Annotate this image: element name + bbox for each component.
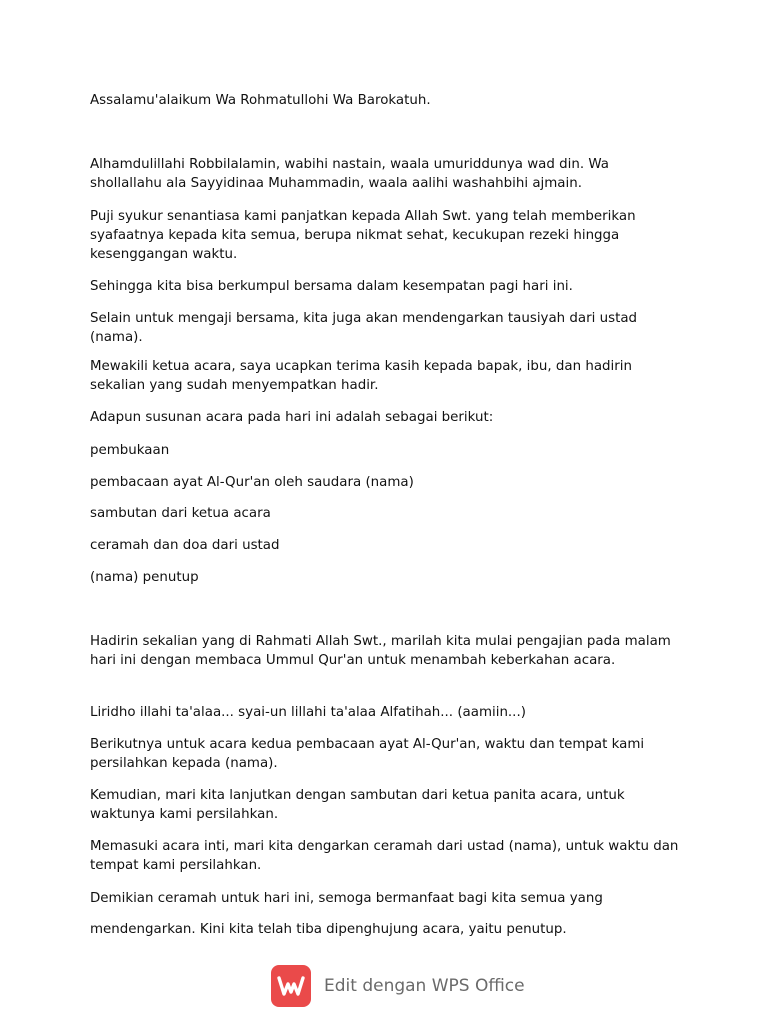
opening-invitation-paragraph: Hadirin sekalian yang di Rahmati Allah Swt., marilah kita mulai pengajian pada malam hari ini dengan membaca Ummul Qur'an untuk menambah keberkahan acara. (90, 634, 671, 668)
gathering-paragraph: Sehingga kita bisa berkumpul bersama dalam kesempatan pagi hari ini. (90, 279, 573, 294)
closing-paragraph: Demikian ceramah untuk hari ini, semoga bermanfaat bagi kita semua yang (90, 891, 603, 906)
agenda-item: ceramah dan doa dari ustad (90, 538, 280, 553)
agenda-item: (nama) penutup (90, 570, 199, 585)
thanks-paragraph: Mewakili ketua acara, saya ucapkan terima kasih kepada bapak, ibu, dan hadirin sekalian yang sudah menyempatkan hadir. (90, 359, 632, 393)
wps-office-logo-icon (271, 965, 311, 1007)
greeting-paragraph: Assalamu'alaikum Wa Rohmatullohi Wa Barokatuh. (90, 93, 431, 108)
agenda-item: pembacaan ayat Al-Qur'an oleh saudara (nama) (90, 475, 414, 490)
opening-prayer-paragraph: Alhamdulillahi Robbilalamin, wabihi nastain, waala umuriddunya wad din. Wa shollallahu ala Sayyidinaa Muhammadin, waala aalihi washahbihi ajmain. (90, 157, 609, 191)
edit-with-wps-label: Edit dengan WPS Office (324, 976, 525, 996)
agenda-item: pembukaan (90, 443, 170, 458)
edit-with-wps-banner[interactable] (271, 964, 525, 1008)
chair-speech-paragraph: Kemudian, mari kita lanjutkan dengan sambutan dari ketua panita acara, untuk waktunya kami persilahkan. (90, 788, 625, 822)
main-lecture-paragraph: Memasuki acara inti, mari kita dengarkan ceramah dari ustad (nama), untuk waktu dan tempat kami persilahkan. (90, 839, 679, 873)
alfatihah-paragraph: Liridho illahi ta'alaa... syai-un lillahi ta'alaa Alfatihah... (aamiin...) (90, 705, 526, 720)
agenda-item: sambutan dari ketua acara (90, 506, 271, 521)
gratitude-paragraph: Puji syukur senantiasa kami panjatkan kepada Allah Swt. yang telah memberikan syafaatnya kepada kita semua, berupa nikmat sehat, kecukupan rezeki hingga kesenggangan waktu. (90, 209, 636, 262)
agenda-intro-paragraph: Adapun susunan acara pada hari ini adalah sebagai berikut: (90, 410, 494, 425)
quran-reading-paragraph: Berikutnya untuk acara kedua pembacaan ayat Al-Qur'an, waktu dan tempat kami persilahkan kepada (nama). (90, 737, 645, 771)
tausiyah-paragraph: Selain untuk mengaji bersama, kita juga akan mendengarkan tausiyah dari ustad (nama). (90, 311, 638, 345)
closing-paragraph-continued: mendengarkan. Kini kita telah tiba dipenghujung acara, yaitu penutup. (90, 922, 567, 937)
